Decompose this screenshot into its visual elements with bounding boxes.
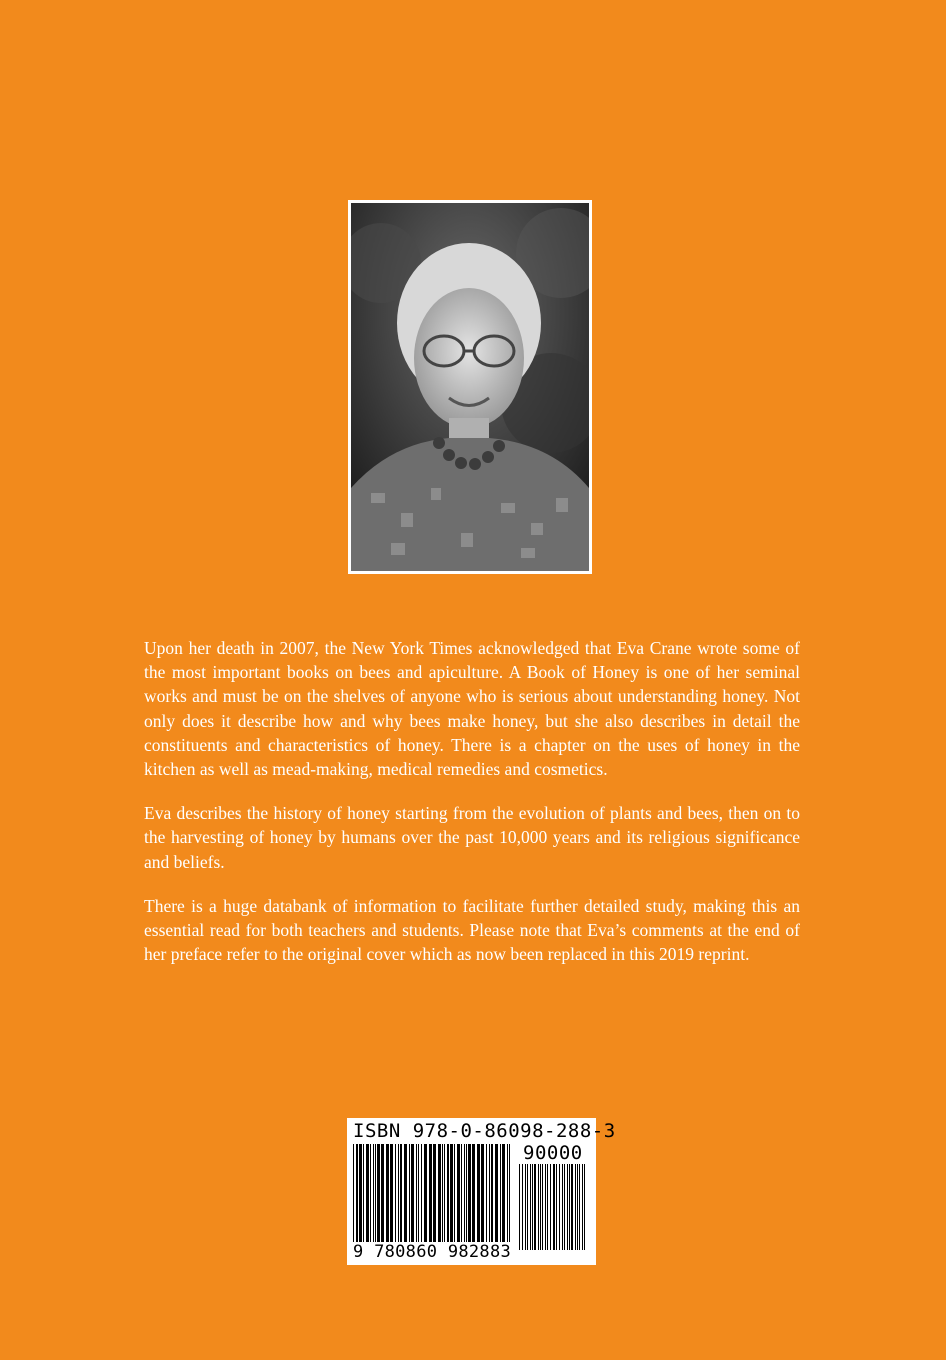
barcode-bar	[386, 1144, 389, 1248]
barcode-bar	[444, 1144, 445, 1248]
barcode-bar	[421, 1144, 422, 1248]
barcode-bar	[567, 1164, 568, 1250]
barcode-bar	[530, 1164, 531, 1250]
barcode-bar	[542, 1164, 543, 1250]
barcode-bar	[556, 1164, 557, 1250]
barcode-bar	[468, 1144, 471, 1248]
barcode-bar	[477, 1144, 480, 1248]
barcode-bar	[584, 1164, 585, 1250]
barcode-bar	[457, 1144, 460, 1248]
barcode-bar	[359, 1144, 362, 1248]
barcode-bar	[502, 1144, 505, 1248]
barcode-bar	[575, 1164, 576, 1250]
barcode-bar	[562, 1164, 563, 1250]
barcode-bar	[438, 1144, 441, 1248]
barcode-bar	[377, 1144, 380, 1248]
barcode-bar	[538, 1164, 539, 1250]
price-barcode-bars	[519, 1164, 589, 1250]
barcode-bar	[429, 1144, 432, 1248]
price-code: 90000	[523, 1142, 583, 1164]
description-paragraph-3: There is a huge databank of information to facilitate further detailed study, making this an essential read for both teachers and students. Please note that Eva’s comments at the end of her preface refer to the original cover which as now been replaced in this 2019 reprint.	[144, 895, 800, 965]
barcode-bar	[559, 1164, 560, 1250]
barcode-bar	[527, 1164, 528, 1250]
description-paragraph-1: Upon her death in 2007, the New York Times acknowledged that Eva Crane wrote some of the most important books on bees and apiculture. A Book of Honey is one of her seminal works and must be on the shelves of anyone who is serious about understanding honey. Not only does it describe how and why bees make honey, but she also describes in detail the constituents and characteristics of honey. There is a chapter on the uses of honey in the kitchen as well as mead-making, medical remedies and cosmetics.	[144, 638, 800, 780]
barcode-bar	[375, 1144, 376, 1248]
barcode-bar	[356, 1144, 358, 1248]
barcode-bar	[466, 1144, 467, 1248]
isbn-barcode	[347, 1118, 616, 1265]
barcode-bar	[553, 1164, 555, 1250]
barcode-bar	[532, 1164, 533, 1250]
barcode-bar	[486, 1144, 487, 1248]
barcode-bar	[522, 1164, 523, 1250]
barcode-bar	[577, 1164, 578, 1250]
barcode-bar	[381, 1144, 384, 1248]
barcode-bar	[489, 1144, 490, 1248]
barcode-bar	[409, 1144, 410, 1248]
barcode-bar	[395, 1144, 396, 1248]
barcode-bar	[472, 1144, 475, 1248]
portrait-photo-icon	[351, 203, 589, 571]
barcode-bar	[400, 1144, 402, 1248]
barcode-bar	[507, 1144, 508, 1248]
barcode-bar	[491, 1144, 493, 1248]
barcode-bar	[398, 1144, 399, 1248]
barcode-bar	[390, 1144, 393, 1248]
barcode-bar	[454, 1144, 455, 1248]
barcode-bar	[534, 1164, 536, 1250]
barcode-bar	[418, 1144, 419, 1248]
ean-digits: 9 780860 982883	[353, 1242, 512, 1262]
barcode-bar	[366, 1144, 369, 1248]
barcode-bar	[447, 1144, 449, 1248]
barcode-bar	[564, 1164, 565, 1250]
barcode-bar	[404, 1144, 407, 1248]
barcode-bar	[450, 1144, 453, 1248]
barcode-bar	[442, 1144, 443, 1248]
barcode-bar	[411, 1144, 414, 1248]
description-paragraph-2: Eva describes the history of honey starting from the evolution of plants and bees, then on to the harvesting of honey by humans over the past 10,000 years and its religious significance and beliefs.	[144, 803, 800, 872]
barcode-bar	[540, 1164, 541, 1250]
barcode-bar	[569, 1164, 570, 1250]
barcode-bar	[370, 1144, 371, 1248]
barcode-bar	[353, 1144, 354, 1248]
barcode-bar	[582, 1164, 583, 1250]
isbn-label: ISBN 978-0-86098-288-3	[353, 1120, 616, 1142]
barcode-bar	[545, 1164, 546, 1250]
book-description	[144, 636, 800, 986]
barcode-bar	[433, 1144, 436, 1248]
barcode-bars	[353, 1144, 513, 1248]
barcode-bar	[481, 1144, 484, 1248]
barcode-bar	[550, 1164, 551, 1250]
barcode-bar	[571, 1164, 573, 1250]
barcode-bar	[424, 1144, 427, 1248]
barcode-bar	[547, 1164, 548, 1250]
barcode-bar	[373, 1144, 374, 1248]
barcode-bar	[461, 1144, 462, 1248]
barcode-bar	[363, 1144, 364, 1248]
barcode-bar	[519, 1164, 520, 1250]
barcode-bar	[495, 1144, 498, 1248]
barcode-bar	[464, 1144, 465, 1248]
barcode-bar	[500, 1144, 501, 1248]
barcode-bar	[416, 1144, 417, 1248]
barcode-bar	[509, 1144, 510, 1248]
author-photo-frame	[348, 200, 592, 574]
barcode-bar	[525, 1164, 526, 1250]
barcode-bar	[579, 1164, 580, 1250]
author-photo	[351, 203, 589, 571]
